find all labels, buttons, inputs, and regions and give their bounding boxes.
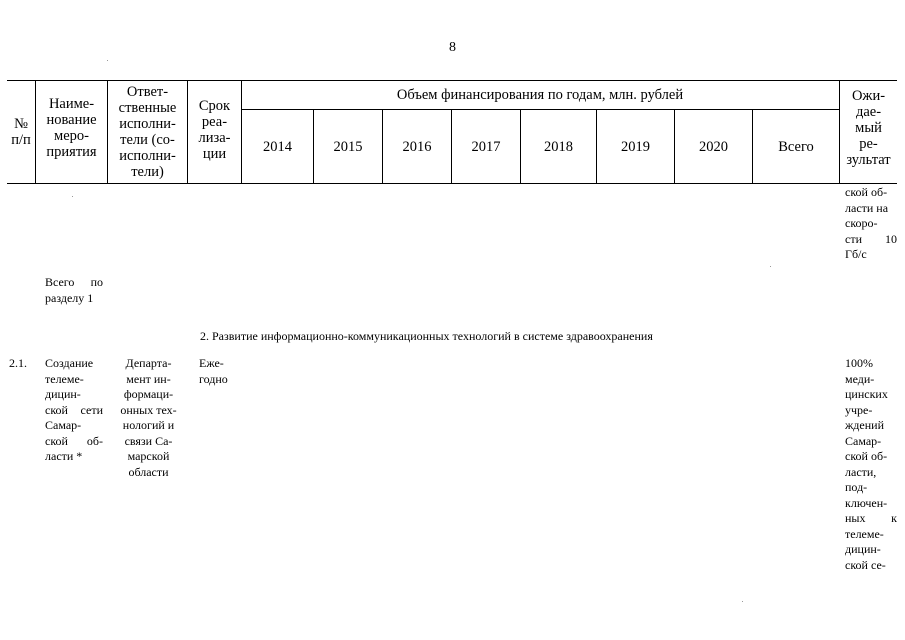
scan-speck xyxy=(742,601,743,602)
header-year-2019: 2019 xyxy=(621,139,650,155)
scan-speck xyxy=(72,196,73,197)
header-year-2016: 2016 xyxy=(402,139,432,155)
page-number: 8 xyxy=(449,40,456,55)
header-year-2015: 2015 xyxy=(333,139,363,155)
header-year-2018: 2018 xyxy=(544,139,573,155)
continuation-result-text: ской об- ласти на скоро- сти 10 Гб/с xyxy=(845,185,897,261)
scan-speck xyxy=(770,266,771,267)
header-col-number: № п/п xyxy=(11,116,31,148)
scan-speck xyxy=(107,60,108,61)
row-responsible: Департа- мент ин- формаци- онных тех- нологий и связи Са- марской области xyxy=(120,356,177,479)
header-top-border xyxy=(7,80,897,81)
row-name: Создание телеме- дицин- ской сети Самар- ской об- ласти * xyxy=(45,356,103,463)
header-col-name: Наиме- нование меро- приятия xyxy=(46,96,97,160)
row-number: 2.1. xyxy=(9,356,27,370)
header-year-total: Всего xyxy=(778,139,814,155)
header-bottom-border xyxy=(7,183,897,184)
header-col-funding: Объем финансирования по годам, млн. рублей xyxy=(396,87,684,103)
funding-divider xyxy=(241,109,839,110)
section2-title: 2. Развитие информационно-коммуникационных технологий в системе здравоохранения xyxy=(200,329,653,343)
header-col-term: Срок реа- лиза- ции xyxy=(198,98,231,162)
header-col-result: Ожи- дае- мый ре- зультат xyxy=(846,88,891,168)
header-year-2017: 2017 xyxy=(471,139,501,155)
row-term: Еже- годно xyxy=(199,356,228,386)
row-result: 100% меди- цинских учре- ждений Самар- ской об- ласти, под- ключен- ных к телеме- дицин- ской се- xyxy=(845,356,897,572)
header-year-2014: 2014 xyxy=(263,139,292,155)
header-year-2020: 2020 xyxy=(699,139,728,155)
section1-total-label: Всего по разделу 1 xyxy=(45,275,103,305)
header-col-responsible: Ответ- ственные исполни- тели (со- исполни- тели) xyxy=(118,84,177,180)
